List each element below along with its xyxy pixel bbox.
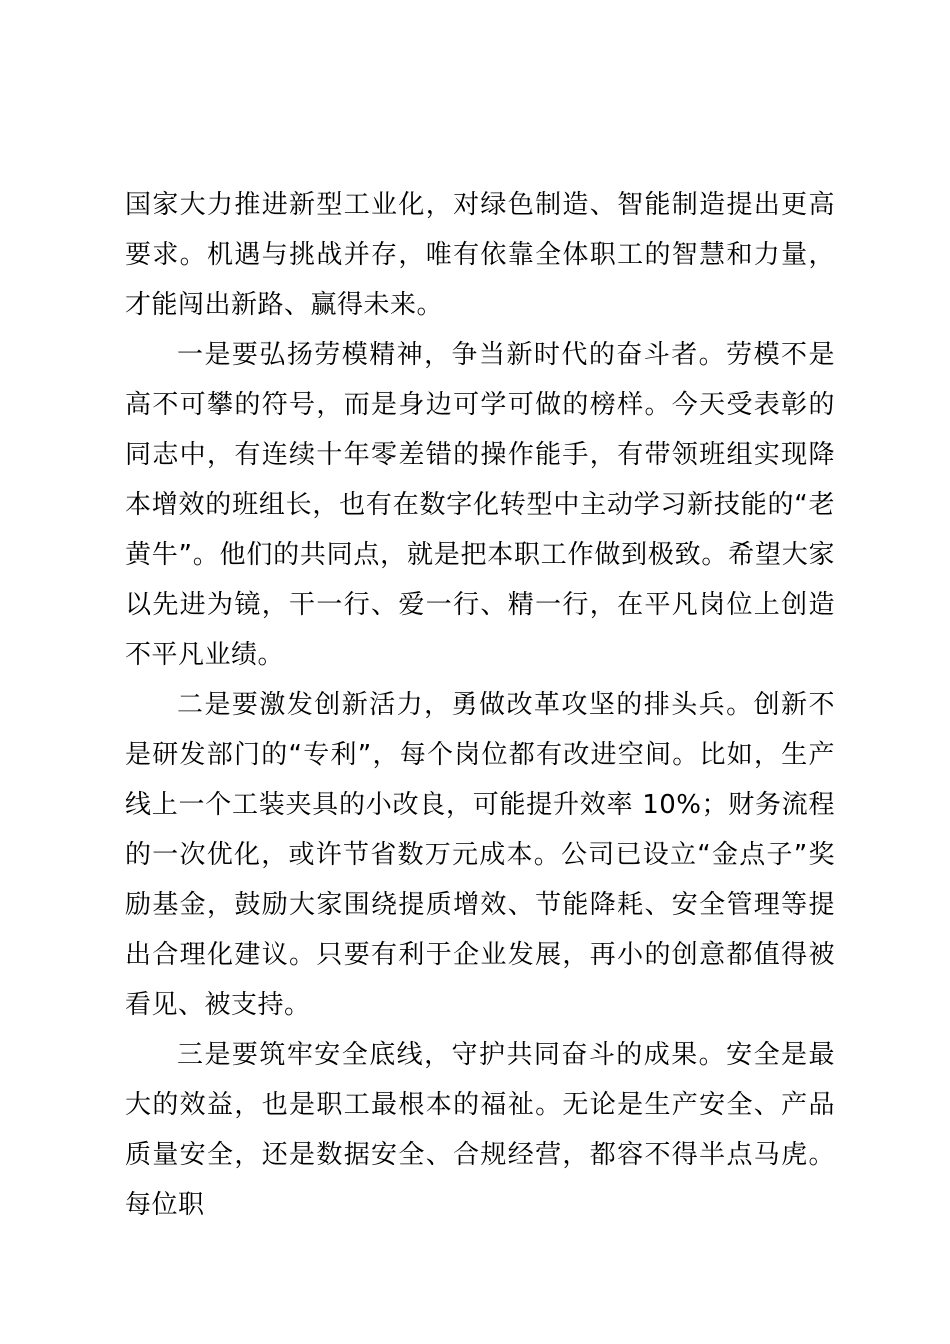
document-text-block: [125, 180, 835, 1230]
paragraph-point-one-model-workers: 一是要弘扬劳模精神，争当新时代的奋斗者。劳模不是高不可攀的符号，而是身边可学可做的榜样。今天受表彰的同志中，有连续十年零差错的操作能手，有带领班组实现降本增效的班组长，也有在数字化转型中主动学习新技能的“老黄牛”。他们的共同点，就是把本职工作做到极致。希望大家以先进为镜，干一行、爱一行、精一行，在平凡岗位上创造不平凡业绩。: [125, 340, 835, 670]
paragraph-opening-continuation: 国家大力推进新型工业化，对绿色制造、智能制造提出更高要求。机遇与挑战并存，唯有依靠全体职工的智慧和力量，才能闯出新路、赢得未来。: [125, 190, 835, 320]
paragraph-point-three-safety: 三是要筑牢安全底线，守护共同奋斗的成果。安全是最大的效益，也是职工最根本的福祉。无论是生产安全、产品质量安全，还是数据安全、合规经营，都容不得半点马虎。每位职: [125, 1040, 835, 1220]
paragraph-point-two-innovation: 二是要激发创新活力，勇做改革攻坚的排头兵。创新不是研发部门的“专利”，每个岗位都有改进空间。比如，生产线上一个工装夹具的小改良，可能提升效率 10%；财务流程的一次优化，或许节省数万元成本。公司已设立“金点子”奖励基金，鼓励大家围绕提质增效、节能降耗、安全管理等提出合理化建议。只要有利于企业发展，再小的创意都值得被看见、被支持。: [125, 690, 835, 1020]
